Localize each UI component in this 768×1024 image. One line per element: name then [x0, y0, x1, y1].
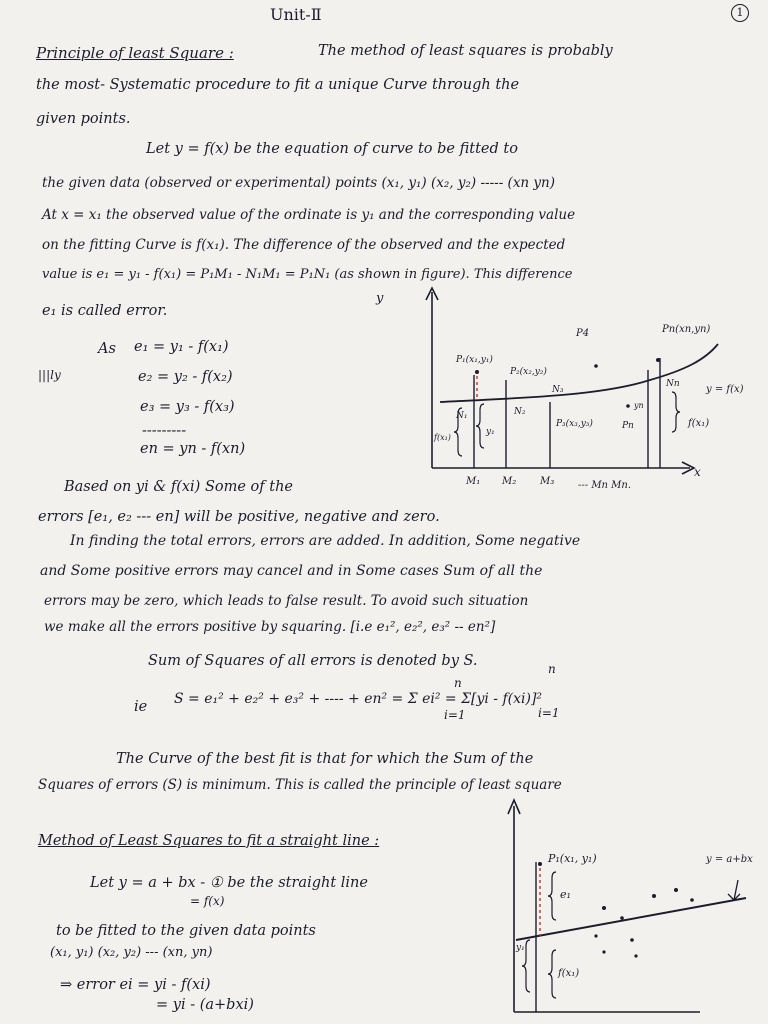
- unit-title: Unit-Ⅱ: [270, 5, 322, 24]
- sum-top-1: n: [454, 676, 462, 690]
- para2-line-5: errors may be zero, which leads to false result. To avoid such situation: [44, 593, 529, 609]
- sum-bottom-2: i=1: [538, 706, 560, 720]
- straight-line-l3: (x₁, y₁) (x₂, y₂) --- (xn, yn): [50, 945, 213, 960]
- para3-line-1: The Curve of the best fit is that for which the Sum of the: [116, 751, 534, 767]
- fig1-label-pn: Pn(xn,yn): [662, 324, 711, 335]
- fig1-label-y: y: [376, 291, 384, 306]
- straight-line-fx: = f(x): [190, 894, 225, 908]
- fig1-label-n2: N₂: [514, 407, 526, 417]
- para1-line-5: value is e₁ = y₁ - f(x₁) = P₁M₁ - N₁M₁ = P₁N₁ (as shown in figure). This difference: [42, 267, 573, 282]
- straight-line-l2: to be fitted to the given data points: [56, 923, 316, 939]
- para2-line-4: and Some positive errors may cancel and in Some cases Sum of all the: [40, 563, 543, 579]
- intro-line-2: the most- Systematic procedure to fit a unique Curve through the: [36, 77, 520, 93]
- fig1-label-mn: --- Mn Mn.: [578, 480, 632, 491]
- fig2-points: [538, 862, 694, 958]
- fig2-label-fx: f(x₁): [558, 968, 580, 979]
- para3-line-2: Squares of errors (S) is minimum. This is called the principle of least square: [38, 777, 562, 793]
- fig2-label-p1: P₁(x₁, y₁): [548, 852, 597, 865]
- intro-line-1: The method of least squares is probably: [318, 43, 613, 59]
- fig1-label-p3: P₃(x₃,y₃): [556, 419, 593, 429]
- errors-en: en = yn - f(xn): [140, 441, 246, 457]
- ie-label: ie: [134, 699, 148, 715]
- errors-ily: |||ly: [38, 368, 61, 382]
- fig2-label-line: y = a+bx: [706, 854, 753, 865]
- straight-line-l4: ⇒ error ei = yi - f(xi): [60, 977, 211, 993]
- fig1-label-x: x: [694, 465, 701, 479]
- fig1-label-m2: M₂: [502, 476, 517, 487]
- para1-line-6: e₁ is called error.: [42, 303, 168, 319]
- fig1-label-pn-low: Pn: [622, 421, 634, 431]
- fig2-label-y1: y₁: [516, 943, 525, 953]
- fig1-label-y1: y₁: [486, 427, 495, 437]
- fig1-label-n3: N₃: [552, 385, 564, 395]
- para2-line-1: Based on yi & f(xi) Some of the: [64, 479, 294, 495]
- fig2-arrow: [728, 880, 740, 900]
- fig1-label-yn: yn: [634, 401, 644, 410]
- fig2-label-e1: e₁: [560, 888, 571, 901]
- page-number: 1: [731, 4, 749, 22]
- sum-formula: S = e₁² + e₂² + e₃² + ---- + en² = Σ ei² = Σ[yi - f(xi)]²: [174, 691, 543, 707]
- straight-line-let: Let y = a + bx - ① be the straight line: [90, 875, 368, 891]
- fig1-label-p4: P4: [576, 328, 590, 339]
- fig1-label-m1: M₁: [466, 476, 481, 487]
- errors-as: As: [98, 341, 116, 357]
- fig1-label-m3: M₃: [540, 476, 555, 487]
- para2-line-6: we make all the errors positive by squaring. [i.e e₁², e₂², e₃² -- en²]: [44, 619, 496, 635]
- para1-line-3: At x = x₁ the observed value of the ordinate is y₁ and the corresponding value: [42, 207, 576, 223]
- straight-line-l5: = yi - (a+bxi): [156, 997, 254, 1013]
- section-heading-least-square: Principle of least Square :: [36, 44, 234, 62]
- para2-line-3: In finding the total errors, errors are added. In addition, Some negative: [70, 533, 581, 549]
- errors-dots: ---------: [142, 423, 187, 439]
- fig1-label-p2: P₂(x₂,y₂): [510, 367, 547, 377]
- para1-line-1: Let y = f(x) be the equation of curve to be fitted to: [146, 141, 518, 157]
- fig1-label-fx-right: f(x₁): [688, 418, 710, 429]
- fig1-label-n1: N₁: [456, 411, 468, 421]
- para2-line-7: Sum of Squares of all errors is denoted by S.: [148, 653, 478, 669]
- sum-top-2: n: [548, 662, 556, 676]
- fig2-fit-line: [516, 898, 746, 940]
- para1-line-4: on the fitting Curve is f(x₁). The difference of the observed and the expected: [42, 237, 566, 253]
- fig1-label-p1: P₁(x₁,y₁): [456, 355, 493, 365]
- intro-line-3: given points.: [36, 111, 131, 127]
- fig1-label-curve: y = f(x): [706, 384, 744, 395]
- errors-e1: e₁ = y₁ - f(x₁): [134, 339, 229, 355]
- para2-line-2: errors [e₁, e₂ --- en] will be positive, negative and zero.: [38, 509, 440, 525]
- errors-e3: e₃ = y₃ - f(x₃): [140, 399, 235, 415]
- para1-line-2: the given data (observed or experimental) points (x₁, y₁) (x₂, y₂) ----- (xn yn): [42, 175, 556, 191]
- sum-bottom-1: i=1: [444, 708, 466, 722]
- fig1-label-fx-left: f(x₁): [434, 433, 451, 442]
- fig1-label-nn: Nn: [666, 379, 680, 389]
- section-heading-straight-line: Method of Least Squares to fit a straight line :: [38, 833, 380, 849]
- errors-e2: e₂ = y₂ - f(x₂): [138, 369, 233, 385]
